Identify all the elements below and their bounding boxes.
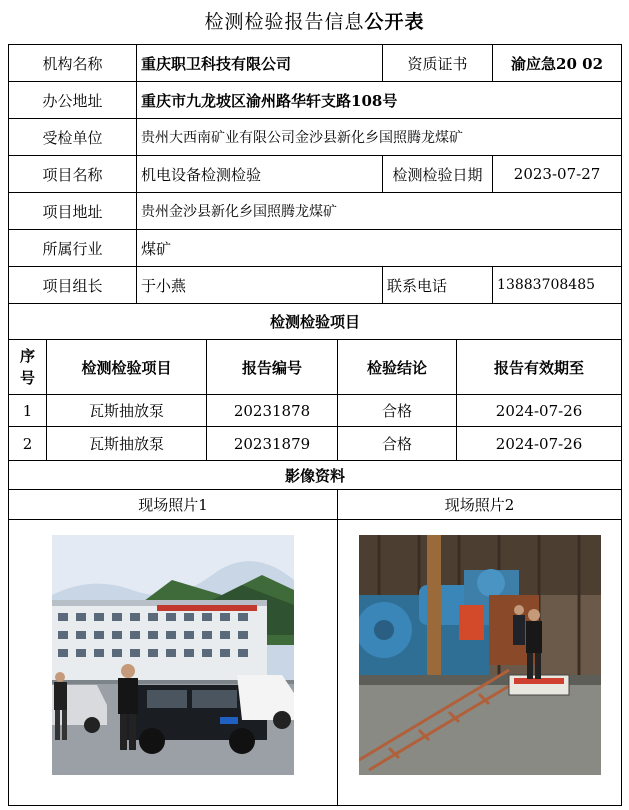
col-result-header: 检验结论	[338, 340, 457, 395]
table-row	[9, 427, 622, 461]
photo1-label: 现场照片1	[9, 490, 338, 520]
date-label: 检测检验日期	[383, 156, 493, 193]
site-photo-2	[359, 535, 601, 775]
page-title: 检测检验报告信息公开表	[204, 11, 425, 33]
col-no-header: 序号	[9, 340, 47, 395]
row-item: 瓦斯抽放泵	[47, 395, 207, 427]
images-section-heading: 影像资料	[9, 461, 622, 490]
industry-label: 所属行业	[9, 230, 137, 267]
row-valid: 2024-07-26	[457, 427, 622, 461]
unit-label: 受检单位	[9, 119, 137, 156]
row-valid: 2024-07-26	[457, 395, 622, 427]
row-result: 合格	[338, 427, 457, 461]
col-valid-header: 报告有效期至	[457, 340, 622, 395]
photo2-cell	[338, 520, 622, 806]
items-section-heading: 检测检验项目	[9, 304, 622, 340]
col-item-header: 检测检验项目	[47, 340, 207, 395]
site-value: 贵州金沙县新化乡国照腾龙煤矿	[137, 193, 622, 230]
cert-label: 资质证书	[383, 45, 493, 82]
cert-value: 渝应急20 02	[493, 45, 622, 82]
row-item: 瓦斯抽放泵	[47, 427, 207, 461]
site-label: 项目地址	[9, 193, 137, 230]
leader-label: 项目组长	[9, 267, 137, 304]
col-report-header: 报告编号	[207, 340, 338, 395]
row-no: 2	[9, 427, 47, 461]
addr-value: 重庆市九龙坡区渝州路华轩支路108号	[137, 82, 622, 119]
addr-label: 办公地址	[9, 82, 137, 119]
photo1-cell	[9, 520, 338, 806]
date-value: 2023-07-27	[493, 156, 622, 193]
phone-value: 13883708485	[493, 267, 622, 304]
project-label: 项目名称	[9, 156, 137, 193]
photo2-label: 现场照片2	[338, 490, 622, 520]
org-label: 机构名称	[9, 45, 137, 82]
row-report: 20231878	[207, 395, 338, 427]
row-report: 20231879	[207, 427, 338, 461]
unit-value: 贵州大西南矿业有限公司金沙县新化乡国照腾龙煤矿	[137, 119, 622, 156]
row-no: 1	[9, 395, 47, 427]
industry-value: 煤矿	[137, 230, 622, 267]
table-row	[9, 395, 622, 427]
row-result: 合格	[338, 395, 457, 427]
phone-label: 联系电话	[383, 267, 493, 304]
report-table	[8, 44, 622, 806]
project-value: 机电设备检测检验	[137, 156, 383, 193]
org-value: 重庆职卫科技有限公司	[137, 45, 383, 82]
site-photo-1	[52, 535, 294, 775]
leader-value: 于小燕	[137, 267, 383, 304]
